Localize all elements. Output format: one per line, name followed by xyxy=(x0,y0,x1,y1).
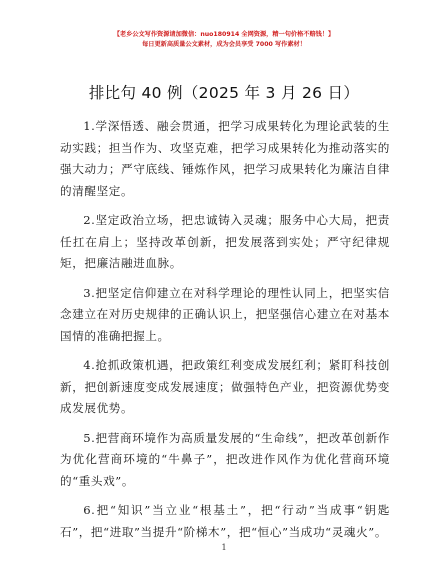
paragraph-6: 6.把“知识”当立业“根基土”，把“行动”当成事“钥匙石”，把“进取”当提升“阶梯木”，把“恒心”当成功“灵魂火”。 xyxy=(60,503,390,539)
promo-banner-line-2: 每日更新高质量公文素材，成为会员享受 7000 写作素材！ xyxy=(142,41,306,48)
page-number: 1 xyxy=(221,543,227,552)
paragraph-5: 5.把营商环境作为高质量发展的“生命线”，把改革创新作为优化营商环境的“牛鼻子”，把改进作风作为优化营商环境的“重头戏”。 xyxy=(60,430,390,488)
paragraph-3: 3.把坚定信仰建立在对科学理论的理性认同上，把坚实信念建立在对历史规律的正确认识上，把坚强信心建立在对基本国情的准确把握上。 xyxy=(60,285,390,343)
paragraph-1: 1.学深悟透、融会贯通，把学习成果转化为理论武装的生动实践；担当作为、攻坚克难，把学习成果转化为推动落实的强大动力；严守底线、锤炼作风，把学习成果转化为廉洁自律的清醒坚定。 xyxy=(60,119,390,198)
paragraph-4: 4.抢抓政策机遇，把政策红利变成发展红利；紧盯科技创新，把创新速度变成发展速度；做强特色产业，把资源优势变成发展优势。 xyxy=(60,358,390,415)
promo-banner-line-1: 【老乡公文写作资源请加微信：nuo180914 全网资源，精一句价格不赔钱！】 xyxy=(113,31,335,38)
paragraph-2: 2.坚定政治立场，把忠诚铸入灵魂；服务中心大局，把责任扛在肩上；坚持改革创新，把发展落到实处；严守纪律规矩，把廉洁融进血脉。 xyxy=(60,213,390,270)
document-title: 排比句 40 例（2025 年 3 月 26 日） xyxy=(88,84,360,102)
document-body xyxy=(60,116,390,551)
